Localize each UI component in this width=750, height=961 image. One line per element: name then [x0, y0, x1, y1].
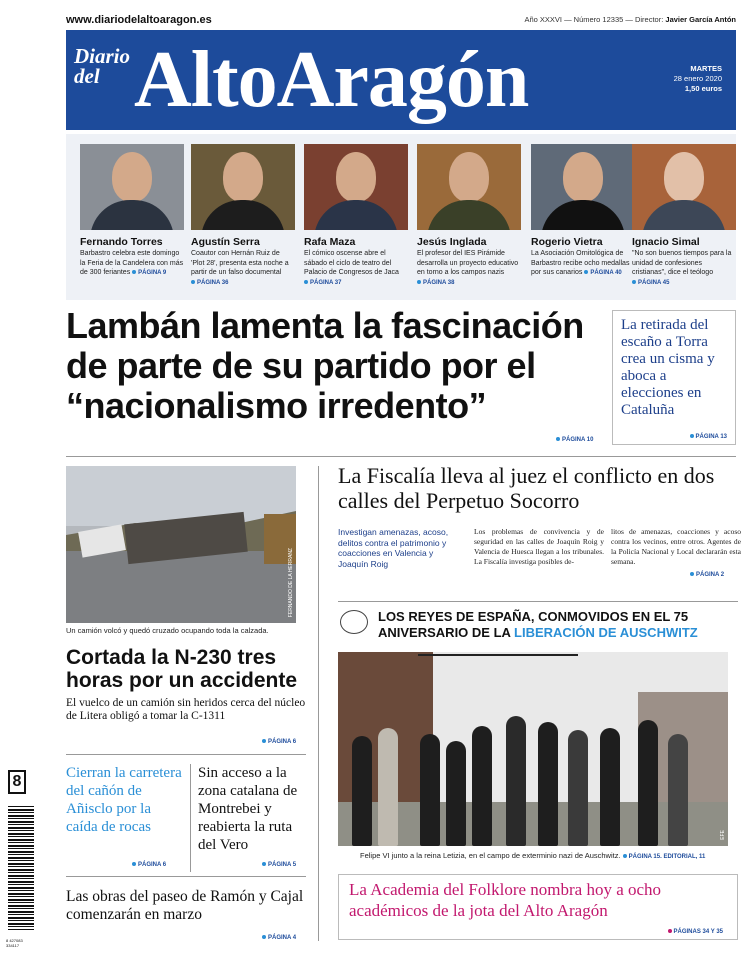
sinacceso-page-ref	[262, 862, 296, 868]
director-label: Director:	[634, 15, 664, 24]
top-strip	[66, 14, 736, 28]
fiscalia-col-2: Los problemas de convivencia y de seguridad en las calles de Joaquín Roig y Valencia de Huesca llegan a los tribunales. La Fiscalía investiga posibles de-	[474, 527, 604, 566]
cierran-page-ref	[132, 862, 166, 868]
person-blurb: El profesor del IES Pirámide desarrolla un proyecto educativo en torno a los campos nazis	[417, 250, 519, 276]
person-blurb: Coautor con Hernán Ruiz de 'Plot 28', presenta esta noche a partir de un falso documental	[191, 250, 289, 276]
issue-info: Año XXXVI — Número 12335 — Director: Javier García Antón	[524, 15, 736, 24]
person-photo	[632, 144, 736, 230]
masthead	[66, 30, 736, 130]
academia-box[interactable]	[338, 874, 738, 940]
reyes-headline-highlight: LIBERACIÓN DE AUSCHWITZ	[514, 625, 698, 640]
date: 28 enero 2020	[673, 74, 722, 83]
page-ref-label: PÁGINA 37	[310, 279, 342, 286]
person-photo	[191, 144, 295, 230]
person-text	[632, 249, 736, 288]
page-ref	[191, 280, 228, 286]
person-text	[80, 249, 184, 279]
cierran-headline[interactable]: Cierran la carretera del cañón de Añisclo por la caída de rocas	[66, 765, 182, 835]
reyes-page-label: PÁGINA 15. EDITORIAL, 11	[628, 854, 706, 860]
person-text	[531, 249, 635, 279]
masthead-diario	[74, 46, 130, 86]
person-photo	[80, 144, 184, 230]
fiscalia-col-3: litos de amenazas, coacciones y acoso contra los vecinos, entre otros. Agentes de la Policía Nacional y Local declararán esta semana.	[611, 527, 741, 566]
obras-page-ref	[262, 935, 296, 941]
person-photo	[417, 144, 521, 230]
sidebar-story[interactable]	[612, 310, 736, 445]
page-ref	[417, 280, 454, 286]
masthead-date	[674, 64, 722, 94]
page-ref	[584, 270, 621, 276]
fiscalia-page-ref	[690, 572, 724, 578]
reyes-page-ref	[623, 854, 706, 860]
person-blurb: "No son buenos tiempos para la unidad de confesiones cristianas", dice el teólogo	[632, 250, 732, 276]
person-blurb: Barbastro celebra este domingo la Feria de la Candelera con más de 300 feriantes	[80, 250, 184, 276]
accident-caption: Un camión volcó y quedó cruzado ocupando toda la calzada.	[66, 626, 269, 635]
obras-page-label: PÁGINA 4	[268, 935, 297, 941]
accident-page-label: PÁGINA 6	[268, 739, 297, 745]
reyes-caption	[360, 851, 740, 860]
page-ref-label: PÁGINA 45	[638, 279, 670, 286]
page-ref-label: PÁGINA 36	[197, 279, 229, 286]
accident-headline[interactable]: Cortada la N-230 tres horas por un accidente	[66, 646, 298, 692]
reyes-caption-text: Felipe VI junto a la reina Letizia, en el campo de exterminio nazi de Auschwitz.	[360, 851, 621, 860]
person-name: Jesús Inglada	[417, 236, 487, 248]
sidebar-page-ref	[690, 434, 727, 440]
sidebar-story-text: La retirada del escaño a Torra crea un cisma y aboca a elecciones en Cataluña	[621, 317, 715, 418]
cierran-page-label: PÁGINA 6	[138, 862, 167, 868]
website-url[interactable]: www.diariodelaltoaragon.es	[66, 14, 212, 26]
accident-page-ref	[262, 739, 296, 745]
page-ref-label: PÁGINA 40	[590, 270, 622, 276]
person-text	[417, 249, 521, 288]
barcode	[6, 806, 34, 948]
year-label: Año XXXVI	[524, 15, 562, 24]
page-ref-label: PÁGINA 9	[138, 270, 167, 276]
page-ref-label: PÁGINA 38	[423, 279, 455, 286]
person-photo	[531, 144, 635, 230]
page-ref	[304, 280, 341, 286]
column-divider	[190, 764, 191, 872]
sinacceso-headline[interactable]: Sin acceso a la zona catalana de Montrebei y reabierta la ruta del Vero	[198, 765, 298, 853]
section-number: 8	[8, 770, 26, 794]
sinacceso-page-label: PÁGINA 5	[268, 862, 297, 868]
academia-headline: La Academia del Folklore nombra hoy a ocho académicos de la jota del Alto Aragón	[349, 880, 662, 920]
column-divider	[318, 466, 319, 941]
academia-page-ref	[668, 929, 723, 935]
issue-number: Número 12335	[573, 15, 624, 24]
page-ref	[632, 280, 669, 286]
person-text	[304, 249, 408, 288]
director-name: Javier García Antón	[665, 15, 736, 24]
person-blurb: La Asociación Ornitológica de Barbastro recibe ocho medallas por sus canarios	[531, 250, 630, 276]
person-blurb: El cómico oscense abre el sábado el ciclo de teatro del Palacio de Congresos de Jaca	[304, 250, 399, 276]
reyes-headline[interactable]	[378, 609, 740, 641]
academia-page-label: PÁGINAS 34 Y 35	[673, 929, 723, 935]
obras-headline[interactable]: Las obras del paseo de Ramón y Cajal comenzarán en marzo	[66, 888, 304, 923]
auschwitz-photo[interactable]	[338, 652, 728, 846]
divider	[66, 456, 736, 457]
fiscalia-summary: Investigan amenazas, acoso, delitos contra el patrimonio y coacciones en Valencia y Joaquín Roig	[338, 527, 449, 569]
people-strip	[66, 134, 736, 300]
accident-subhead: El vuelco de un camión sin heridos cerca del núcleo de Litera obligó a tomar la C-1311	[66, 697, 306, 722]
barcode-number: 8 427083 334117	[6, 938, 23, 948]
divider	[338, 601, 738, 602]
accident-photo[interactable]	[66, 466, 296, 623]
person-photo	[304, 144, 408, 230]
masthead-logo: AltoAragón	[134, 36, 529, 124]
fiscalia-headline[interactable]: La Fiscalía lleva al juez el conflicto en dos calles del Perpetuo Socorro	[338, 463, 715, 513]
divider	[66, 754, 306, 755]
person-name: Ignacio Simal	[632, 236, 700, 248]
masthead-del-word: del	[74, 64, 100, 88]
photo-credit: FERNANDO DE LA HERRANZ	[288, 547, 294, 617]
main-headline[interactable]: Lambán lamenta la fascinación de parte de su partido por el “nacionalismo irredento”	[66, 305, 584, 426]
masthead-diario-word: Diario	[74, 44, 131, 68]
person-name: Rafa Maza	[304, 236, 356, 248]
crown-emblem-icon	[340, 610, 368, 634]
photo-credit: EFE	[720, 830, 726, 840]
fiscalia-page-label: PÁGINA 2	[696, 572, 725, 578]
main-page-ref	[556, 437, 593, 443]
person-name: Fernando Torres	[80, 236, 163, 248]
person-name: Agustín Serra	[191, 236, 260, 248]
person-name: Rogerio Vietra	[531, 236, 603, 248]
weekday: MARTES	[690, 64, 722, 73]
page-ref	[132, 270, 166, 276]
reyes-headline-main: LOS REYES DE ESPAÑA, CONMOVIDOS EN EL 75 ANIVERSARIO DE LA	[378, 609, 689, 640]
divider	[66, 876, 306, 877]
main-page-label: PÁGINA 10	[562, 437, 594, 443]
person-text	[191, 249, 295, 288]
price: 1,50 euros	[684, 84, 722, 93]
sidebar-page-label: PÁGINA 13	[695, 434, 727, 440]
